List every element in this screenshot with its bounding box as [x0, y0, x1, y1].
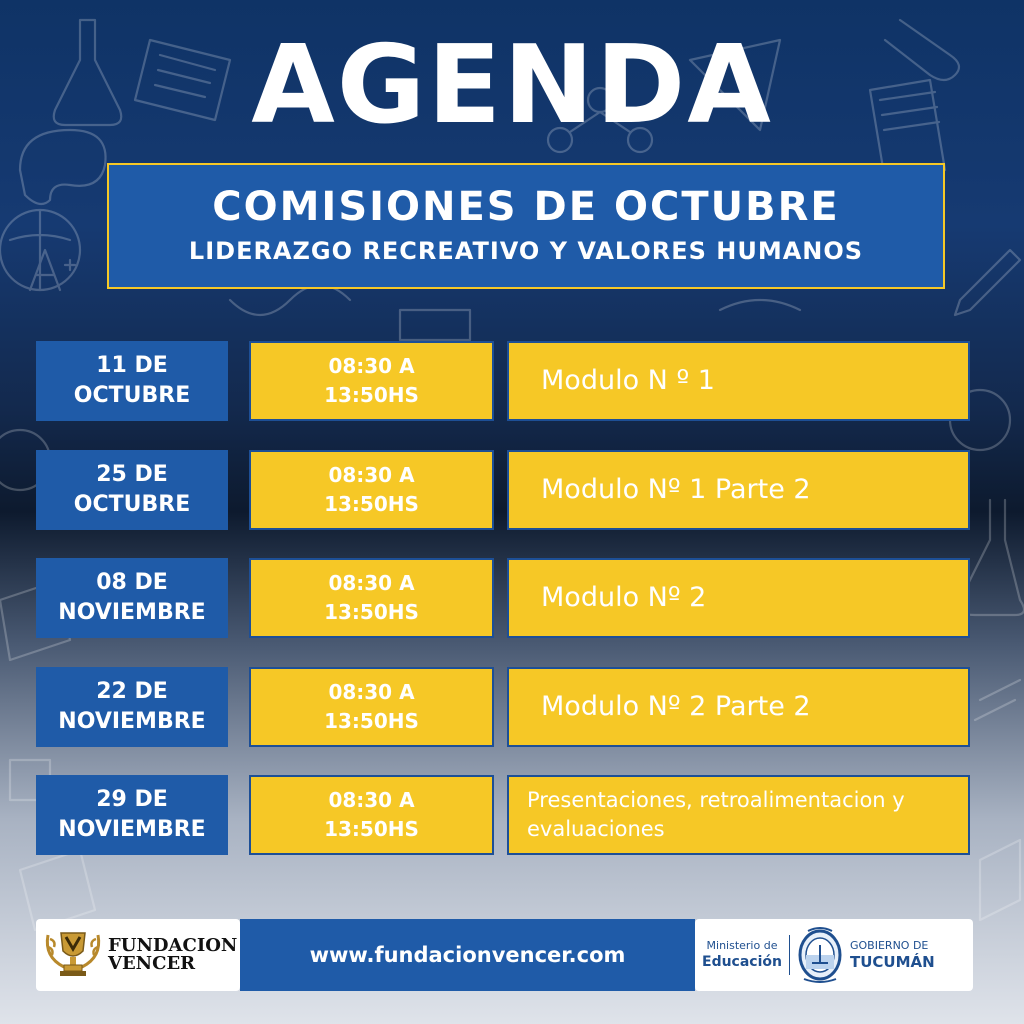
website-link[interactable]: www.fundacionvencer.com — [309, 943, 626, 967]
time-line-1: 08:30 A — [328, 571, 415, 595]
schedule-date — [36, 775, 228, 855]
date-line-1: 22 DE — [96, 679, 168, 704]
time-line-1: 08:30 A — [328, 680, 415, 704]
time-line-2: 13:50HS — [324, 492, 419, 516]
schedule-module: Modulo N º 1 — [507, 341, 970, 421]
government-line-1: GOBIERNO DE — [850, 939, 929, 952]
schedule-time — [249, 450, 494, 530]
website-bar — [240, 919, 695, 991]
schedule-time — [249, 341, 494, 421]
schedule-row — [36, 667, 970, 747]
date-line-1: 25 DE — [96, 462, 168, 487]
date-line-1: 29 DE — [96, 787, 168, 812]
ministry-line-2: Educación — [702, 954, 782, 970]
date-line-1: 08 DE — [96, 570, 168, 595]
government-logos — [695, 919, 973, 991]
banner-title: COMISIONES DE OCTUBRE — [212, 184, 840, 230]
ministry-line-1: Ministerio de — [706, 939, 778, 952]
fundacion-vencer-name — [108, 937, 237, 973]
schedule-module: Presentaciones, retroalimentacion y evaluaciones — [507, 775, 970, 855]
tucuman-shield-icon — [794, 925, 846, 985]
schedule-time — [249, 775, 494, 855]
schedule-date — [36, 558, 228, 638]
time-line-2: 13:50HS — [324, 600, 419, 624]
schedule-module: Modulo Nº 2 Parte 2 — [507, 667, 970, 747]
foundation-line-1: FUNDACION — [108, 935, 238, 956]
government-line-2: TUCUMÁN — [850, 953, 935, 971]
time-line-2: 13:50HS — [324, 817, 419, 841]
date-line-2: NOVIEMBRE — [58, 817, 206, 842]
date-line-2: OCTUBRE — [73, 492, 191, 517]
foundation-line-2: VENCER — [108, 953, 196, 974]
schedule-date — [36, 450, 228, 530]
date-line-2: NOVIEMBRE — [58, 600, 206, 625]
time-line-1: 08:30 A — [328, 354, 415, 378]
time-line-1: 08:30 A — [328, 788, 415, 812]
agenda-title: AGENDA — [251, 23, 773, 148]
schedule-module: Modulo Nº 2 — [507, 558, 970, 638]
schedule-module: Modulo Nº 1 Parte 2 — [507, 450, 970, 530]
time-line-2: 13:50HS — [324, 709, 419, 733]
schedule-row — [36, 450, 970, 530]
trophy-logo-icon — [42, 927, 104, 983]
schedule-date — [36, 667, 228, 747]
date-line-2: OCTUBRE — [73, 383, 191, 408]
schedule-time — [249, 667, 494, 747]
schedule-time — [249, 558, 494, 638]
date-line-2: NOVIEMBRE — [58, 709, 206, 734]
banner-subtitle: LIDERAZGO RECREATIVO Y VALORES HUMANOS — [188, 237, 864, 265]
fundacion-vencer-logo — [36, 919, 240, 991]
government-logo-text — [850, 939, 935, 971]
ministry-logo — [699, 939, 785, 971]
schedule-date — [36, 341, 228, 421]
time-line-1: 08:30 A — [328, 463, 415, 487]
logo-divider — [789, 935, 790, 975]
schedule-row — [36, 775, 970, 855]
time-line-2: 13:50HS — [324, 383, 419, 407]
schedule-row — [36, 558, 970, 638]
schedule-row — [36, 341, 970, 421]
date-line-1: 11 DE — [96, 353, 168, 378]
